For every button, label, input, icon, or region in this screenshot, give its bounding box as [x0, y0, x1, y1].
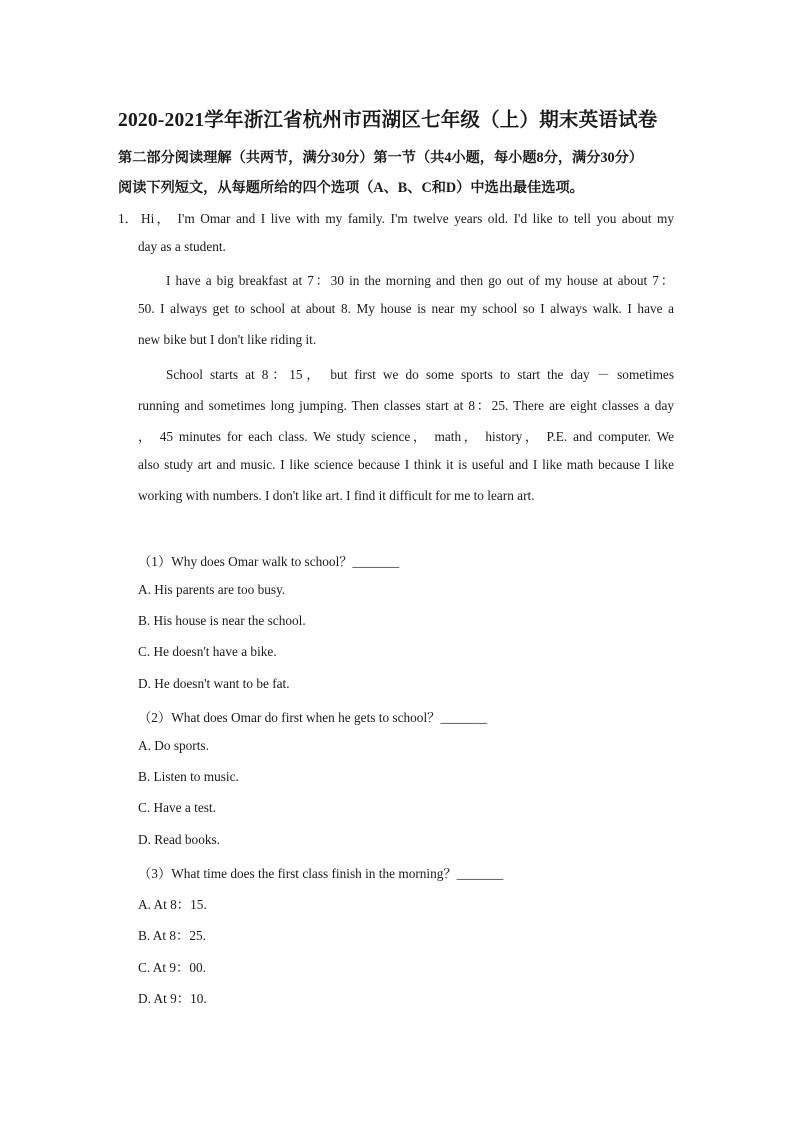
question-number: 1． — [118, 211, 138, 226]
answer-option: D. He doesn't want to be fat. — [138, 676, 290, 691]
question-stem: （1）Why does Omar walk to school？_______ — [138, 554, 400, 569]
answer-option: D. Read books. — [138, 832, 220, 847]
answer-option: C. Have a test. — [138, 800, 216, 815]
answer-option: C. He doesn't have a bike. — [138, 644, 277, 659]
passage-line: running and sometimes long jumping. Then classes start at 8：25. There are eight classes a day — [138, 398, 674, 413]
answer-option: D. At 9：10. — [138, 991, 207, 1006]
passage-line: I have a big breakfast at 7：30 in the morning and then go out of my house at about 7： — [166, 273, 674, 288]
passage-line: School starts at 8：15， but first we do some sports to start the day － sometimes — [166, 367, 674, 382]
passage-line: new bike but I don't like riding it. — [138, 332, 317, 347]
passage-line: working with numbers. I don't like art. I find it difficult for me to learn art. — [138, 488, 535, 503]
answer-option: A. Do sports. — [138, 738, 209, 753]
page-title: 2020-2021学年浙江省杭州市西湖区七年级（上）期末英语试卷 — [118, 110, 658, 131]
section-header: 第二部分阅读理解（共两节，满分30分）第一节（共4小题，每小题8分，满分30分） — [118, 150, 643, 166]
answer-option: B. His house is near the school. — [138, 613, 306, 628]
instruction-text: 阅读下列短文，从每题所给的四个选项（A、B、C和D）中选出最佳选项。 — [118, 180, 584, 196]
passage-line: day as a student. — [138, 239, 226, 254]
passage-line: Hi， I'm Omar and I live with my family. I'm twelve years old. I'd like to tell you about my — [141, 211, 674, 226]
question-stem: （3）What time does the first class finish in the morning？_______ — [138, 866, 504, 881]
passage-line: ， 45 minutes for each class. We study science， math， history， P.E. and computer. We — [138, 429, 674, 444]
question-stem: （2）What does Omar do first when he gets to school？_______ — [138, 710, 487, 725]
answer-option: C. At 9：00. — [138, 960, 206, 975]
answer-option: B. At 8：25. — [138, 928, 206, 943]
answer-option: A. His parents are too busy. — [138, 582, 286, 597]
answer-option: A. At 8：15. — [138, 897, 207, 912]
passage-line: also study art and music. I like science because I think it is useful and I like math because I like — [138, 457, 674, 472]
passage-line: 50. I always get to school at about 8. My house is near my school so I always walk. I have a — [138, 301, 674, 316]
answer-option: B. Listen to music. — [138, 769, 239, 784]
